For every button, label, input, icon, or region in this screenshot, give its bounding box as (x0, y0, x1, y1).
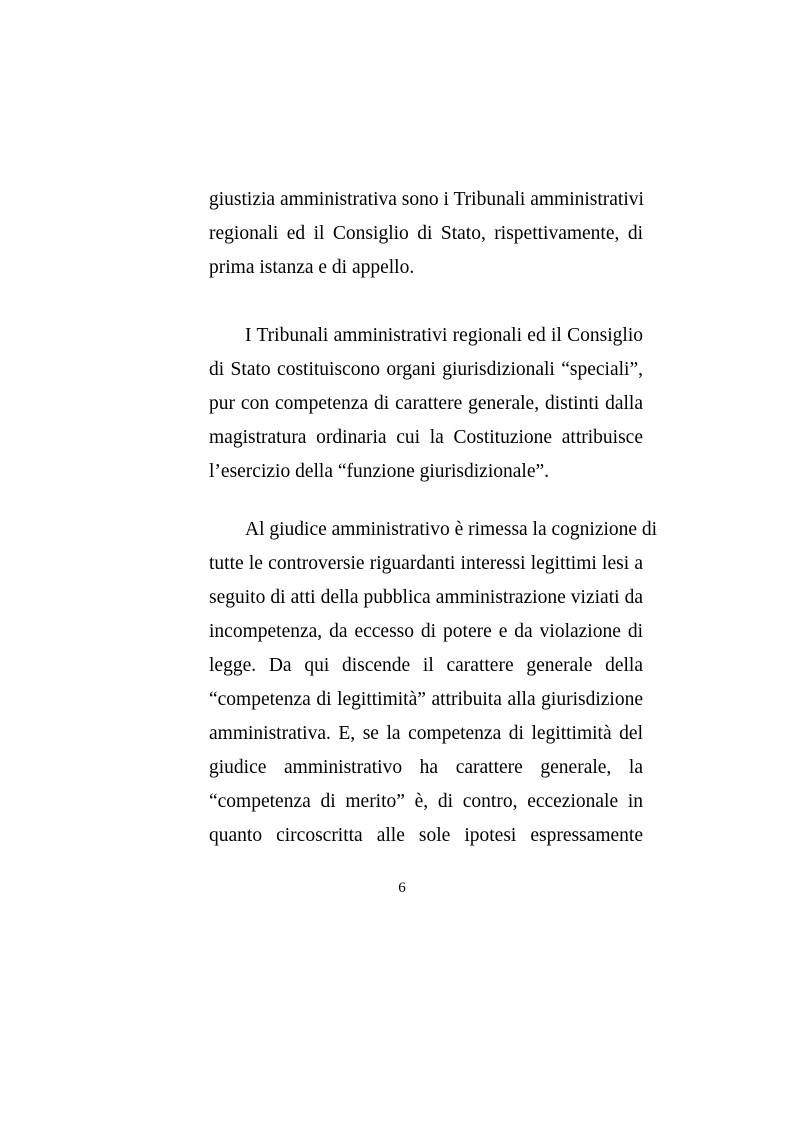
paragraph-line: pur con competenza di carattere generale, distinti dalla (209, 393, 643, 414)
paragraph-line: I Tribunali amministrativi regionali ed il Consiglio (245, 325, 643, 346)
paragraph-line: magistratura ordinaria cui la Costituzione attribuisce (209, 427, 643, 448)
paragraph-line: regionali ed il Consiglio di Stato, rispettivamente, di (209, 223, 643, 244)
paragraph-line: “competenza di merito” è, di contro, eccezionale in (209, 791, 643, 812)
paragraph-line: amministrativa. E, se la competenza di legittimità del (209, 723, 643, 744)
paragraph-3 (209, 513, 658, 853)
page-number: 6 (398, 880, 406, 896)
paragraph-line: incompetenza, da eccesso di potere e da violazione di (209, 621, 643, 642)
paragraph-line: “competenza di legittimità” attribuita alla giurisdizione (209, 689, 643, 710)
paragraph-line: giudice amministrativo ha carattere generale, la (209, 757, 643, 778)
paragraph-line: di Stato costituiscono organi giurisdizionali “speciali”, (209, 359, 643, 380)
paragraph-line: l’esercizio della “funzione giurisdizionale”. (209, 461, 550, 482)
paragraph-2 (209, 319, 643, 489)
paragraph-line: legge. Da qui discende il carattere generale della (209, 655, 643, 676)
paragraph-line: quanto circoscritta alle sole ipotesi espressamente (209, 825, 643, 846)
paragraph-line: seguito di atti della pubblica amministrazione viziati da (209, 587, 643, 608)
paragraph-line: tutte le controversie riguardanti interessi legittimi lesi a (209, 553, 643, 574)
paragraph-line: prima istanza e di appello. (209, 257, 415, 278)
paragraph-1 (209, 183, 643, 285)
paragraph-line: giustizia amministrativa sono i Tribunali amministrativi (209, 189, 644, 210)
paragraph-line: Al giudice amministrativo è rimessa la cognizione di (245, 519, 658, 540)
